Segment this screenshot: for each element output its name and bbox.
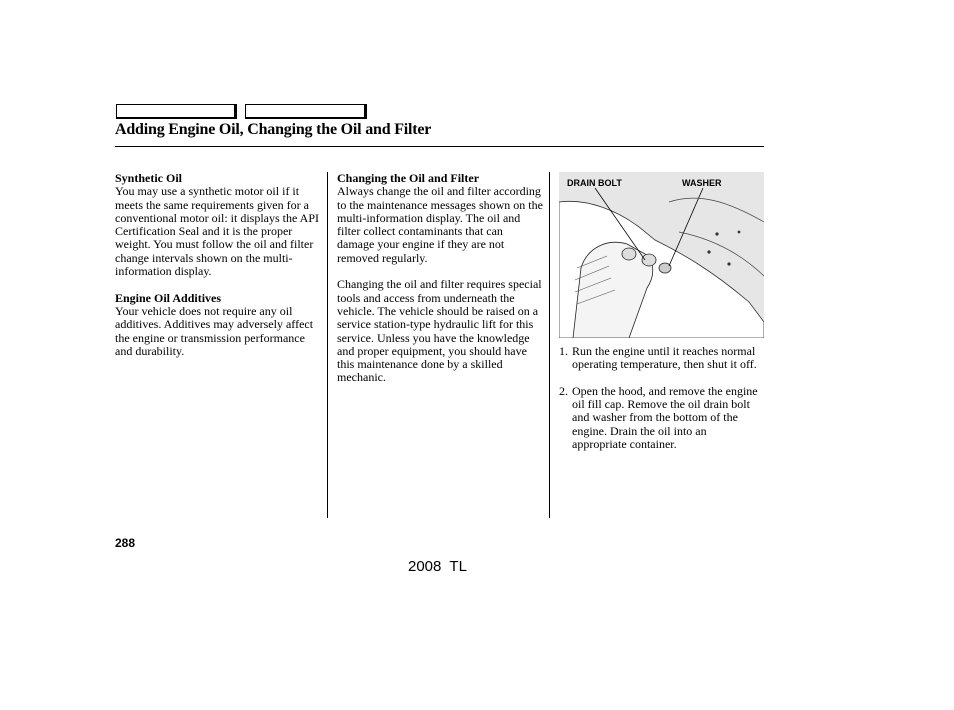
step-2: [559, 385, 764, 451]
model-footer: 2008 TL: [408, 558, 467, 575]
synthetic-oil-heading: Synthetic Oil: [115, 171, 183, 185]
step-2-number: 2.: [559, 383, 568, 398]
page-number: 288: [115, 536, 136, 550]
washer-label: WASHER: [682, 178, 722, 188]
changing-oil-para-2: Changing the oil and filter requires special tools and access from underneath the vehicle. The vehicle should be raised on a service station-type hydraulic lift for this service. Unless you have the knowledge and proper equipment, you should have this maintenance done by a skilled mechanic.: [337, 277, 542, 385]
engine-underside-drawing: [559, 172, 764, 338]
header-tab-box-right: [245, 104, 367, 119]
step-1-number: 1.: [559, 344, 568, 358]
drain-bolt-illustration: [559, 172, 764, 338]
synthetic-oil-body: You may use a synthetic motor oil if it meets the same requirements given for a conventional motor oil: it displays the API Certification Seal and it is the proper weight. You must follow the oil and filter change intervals shown on the multi-information display.: [115, 184, 319, 279]
step-1: [559, 345, 764, 372]
engine-oil-additives-body: Your vehicle does not require any oil additives. Additives may adversely affect the engine or transmission performance and durability.: [115, 303, 314, 358]
column-divider-2: [549, 172, 550, 518]
drain-bolt-label: DRAIN BOLT: [567, 178, 622, 188]
column-divider-1: [327, 172, 328, 518]
header-tab-box-left: [116, 104, 237, 119]
page-title: Adding Engine Oil, Changing the Oil and Filter: [115, 121, 432, 138]
changing-oil-para-1: Always change the oil and filter according to the maintenance messages shown on the multi-information display. The oil and filter collect contaminants that can damage your engine if they are not removed regularly.: [337, 184, 543, 265]
changing-oil-heading: Changing the Oil and Filter: [337, 171, 480, 185]
column-1: [115, 172, 320, 371]
title-divider: [115, 146, 764, 147]
column-3-steps: [559, 345, 764, 465]
step-2-text: Open the hood, and remove the engine oil fill cap. Remove the oil drain bolt and washer from the bottom of the engine. Drain the oil into an appropriate container.: [572, 383, 758, 452]
column-2: [337, 172, 543, 398]
step-1-text: Run the engine until it reaches normal operating temperature, then shut it off.: [572, 344, 757, 372]
engine-oil-additives-heading: Engine Oil Additives: [115, 290, 222, 305]
